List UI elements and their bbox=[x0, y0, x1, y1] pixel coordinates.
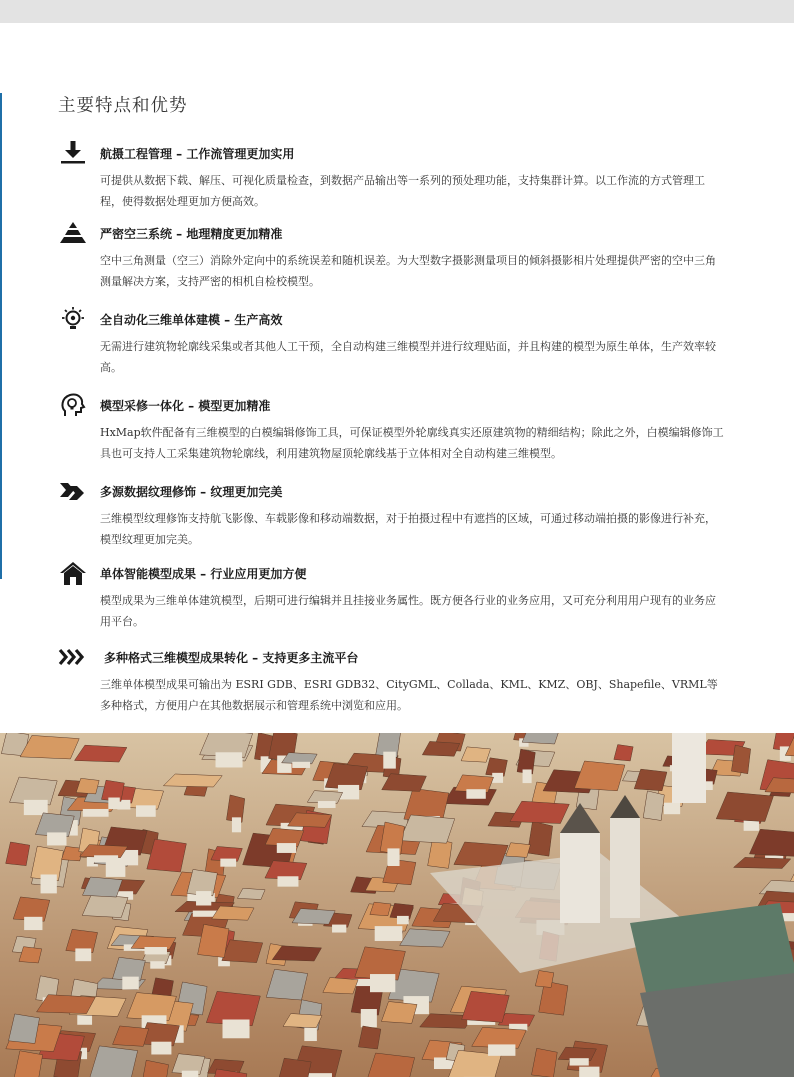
building-wall bbox=[94, 855, 118, 862]
building-wall bbox=[222, 1020, 249, 1039]
feature-description: 模型成果为三维单体建筑模型，后期可进行编辑并且挂接业务属性。既方便各行业的业务应用，又可充分利用用户现有的业务应用平台。 bbox=[100, 594, 716, 628]
feature-description: 三维模型纹理修饰支持航飞影像、车载影像和移动端数据，对于拍摄过程中有遮挡的区域，可通过移动端拍摄的影像进行补充，模型纹理更加完美。 bbox=[100, 512, 716, 546]
building-wall bbox=[332, 925, 346, 933]
pyramid-icon bbox=[58, 220, 88, 246]
merge-arrows-icon bbox=[58, 478, 88, 504]
building-wall bbox=[277, 843, 296, 853]
aerial-city-photo bbox=[0, 733, 794, 1077]
building-wall bbox=[397, 916, 409, 924]
building-wall bbox=[24, 917, 42, 930]
building-wall bbox=[196, 891, 211, 905]
building-wall bbox=[579, 1067, 599, 1077]
building-wall bbox=[307, 1073, 332, 1077]
feature-title: 严密空三系统 – 地理精度更加精准 bbox=[100, 227, 283, 241]
feature-description: 可提供从数据下载、解压、可视化质量检查，到数据产品输出等一系列的预处理功能，支持集群计算。以工作流的方式管理工程，使得数据处理更加方便高效。 bbox=[100, 174, 705, 208]
roof-shape bbox=[522, 733, 560, 744]
head-lightbulb-icon bbox=[58, 392, 88, 418]
building-wall bbox=[361, 1009, 377, 1027]
feature-title: 模型采修一体化 – 模型更加精准 bbox=[100, 399, 271, 413]
house-icon bbox=[58, 560, 88, 586]
building-wall bbox=[664, 803, 680, 815]
building-wall bbox=[83, 809, 109, 817]
building-wall bbox=[523, 769, 532, 783]
building-wall bbox=[318, 801, 336, 808]
building-wall bbox=[277, 876, 298, 886]
building-wall bbox=[220, 859, 236, 867]
building-wall bbox=[144, 947, 166, 954]
feature-description: 三维单体模型成果可输出为 ESRI GDB、ESRI GDB32、CityGML、Collada、KML、KMZ、OBJ、Shapefile、VRML等多种格式，方便用户在其他数据展示和管理系统中浏览和应用。 bbox=[100, 678, 718, 712]
building-wall bbox=[216, 752, 243, 767]
feature-title: 航摄工程管理 – 工作流管理更加实用 bbox=[100, 147, 295, 161]
building-wall bbox=[370, 974, 395, 992]
building-wall bbox=[75, 948, 91, 961]
building-wall bbox=[387, 848, 399, 866]
building-wall bbox=[375, 926, 403, 941]
building-wall bbox=[383, 752, 396, 769]
building-wall bbox=[108, 798, 119, 810]
feature-title: 单体智能模型成果 – 行业应用更加方便 bbox=[100, 567, 307, 581]
feature-description: 无需进行建筑物轮廓线采集或者其他人工干预，全自动构建三维模型并进行纹理贴面，并且构建的模型为原生单体，生产效率较高。 bbox=[100, 340, 716, 374]
download-arrow-icon bbox=[58, 140, 88, 166]
triple-chevron-icon bbox=[58, 644, 88, 670]
building-wall bbox=[136, 805, 156, 816]
lightbulb-gear-icon bbox=[58, 306, 88, 332]
building-wall bbox=[744, 820, 759, 831]
building-wall bbox=[182, 1071, 198, 1077]
feature-description: 空中三角测量（空三）消除外定向中的系统误差和随机误差。为大型数字摄影测量项目的倾斜摄影相片处理提供严密的空中三角测量解决方案，支持严密的相机自检校模型。 bbox=[100, 254, 716, 288]
feature-title: 多源数据纹理修饰 – 纹理更加完美 bbox=[100, 485, 283, 499]
building-wall bbox=[150, 961, 164, 968]
building-wall bbox=[292, 762, 310, 768]
feature-title: 多种格式三维模型成果转化 – 支持更多主流平台 bbox=[104, 651, 359, 665]
feature-description: HxMap软件配备有三维模型的白模编辑修饰工具，可保证模型外轮廓线真实还原建筑物的精细结构；除此之外，白模编辑修饰工具也可支持人工采集建筑物轮廓线，利用建筑物屋顶轮廓线基于立体相对全自动构建三维模型。 bbox=[100, 426, 724, 460]
building-wall bbox=[122, 977, 138, 990]
section-heading: 主要特点和优势 bbox=[58, 96, 188, 116]
building-wall bbox=[492, 773, 503, 783]
building-wall bbox=[570, 1058, 589, 1065]
building-wall bbox=[47, 832, 66, 845]
left-accent-rule bbox=[0, 93, 2, 579]
top-bar bbox=[0, 0, 794, 23]
building-wall bbox=[41, 874, 57, 893]
building-wall bbox=[232, 817, 241, 832]
feature-title: 全自动化三维单体建模 – 生产高效 bbox=[100, 313, 283, 327]
building-wall bbox=[466, 789, 485, 799]
building-wall bbox=[151, 1042, 171, 1055]
building-wall bbox=[488, 1044, 515, 1055]
